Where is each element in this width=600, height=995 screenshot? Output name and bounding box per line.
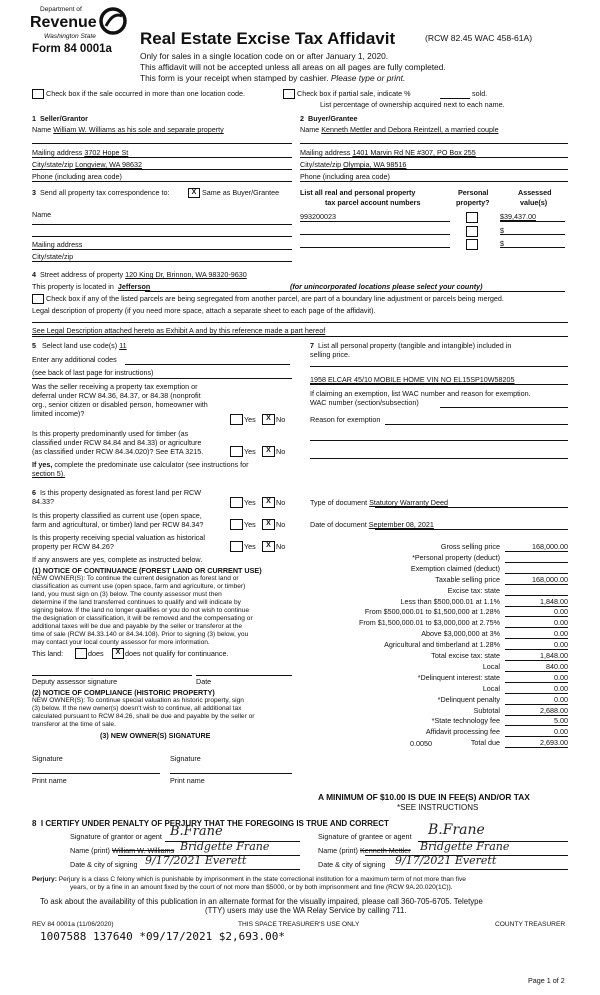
segregate-checkbox[interactable] [32,294,44,304]
buyer-phone-row[interactable]: Phone (including area code) [300,172,390,181]
header-line3: This form is your receipt when stamped by cashier. Please type or print. [140,73,406,83]
doc-type-row[interactable]: Type of document Statutory Warranty Deed [310,498,448,507]
notice2-line2: (3) below. If the new owner(s) doesn't wish to continue, all additional tax [32,705,242,712]
tax-row-label: Exemption claimed (deduct) [410,563,500,573]
section3-label: 3 Send all property tax correspondence to: [32,188,170,197]
see-back-note: (see back of last page for instructions) [32,368,154,377]
tax-row-label: *State technology fee [431,716,500,726]
dor-logo [30,6,130,66]
tax-row-label: Total due [470,738,500,748]
tax-row-label: Total excise tax: state [431,651,500,660]
tax-row-label: Affidavit processing fee [425,727,500,737]
s6-q3-no-checkbox[interactable]: X [262,541,275,552]
s6-q1-no-label: No [276,498,286,507]
grantor-sig-label: Signature of grantor or agent [70,832,162,841]
tax-row-value[interactable]: 2,688.00 [540,705,568,715]
s6-q1-line2: 84.33? [32,497,54,506]
personal-checkbox-1[interactable] [466,212,478,223]
grantor-date-label: Date & city of signing [70,860,138,869]
s6-q1-no-checkbox[interactable]: X [262,497,275,508]
section3-mailing-label: Mailing address [32,240,83,249]
multi-location-checkbox[interactable] [32,89,44,99]
land-does-label: does [88,649,104,658]
s6-q2-no-checkbox[interactable]: X [262,519,275,530]
tax-row-value[interactable]: 0.00 [554,640,568,650]
owner-signature-label-2: Signature [170,754,201,763]
answer-note: If any answers are yes, complete as instructed below. [32,555,203,564]
s6-q3-line1: Is this property receiving special valuation as historical [32,533,205,542]
q1-yes-checkbox[interactable] [230,414,243,425]
grantor-date-hand[interactable]: 9/17/2021 Everett [145,854,247,867]
s6-q3-line2: property per RCW 84.26? [32,542,114,551]
tax-row-label: Agricultural and timberland at 1.28% [384,640,500,650]
multi-location-label: Check box if the sale occurred in more than one location code. [46,89,245,98]
section3-city-label: City/state/zip [32,252,74,261]
tax-row-label: From $500,000.01 to $1,500,000 at 1.28% [364,607,500,617]
if-yes-note: If yes, complete the predominate use calculator (see instructions for [32,460,249,469]
tax-row-label: *Personal property (deduct) [412,552,500,562]
s6-q2-yes-checkbox[interactable] [230,519,243,530]
page-number: Page 1 of 2 [528,976,565,985]
owner-print-label-2: Print name [170,776,205,785]
tax-row-value[interactable]: 0.00 [554,672,568,682]
seller-heading: 1 Seller/Grantor [32,114,88,123]
tax-row-value[interactable]: 840.00 [546,661,568,671]
reason-label: Reason for exemption [310,415,381,424]
grantee-name-row: Name (print) Kenneth Mettler [318,846,411,855]
buyer-name-row[interactable]: Name Kenneth Mettler and Debora Reintzell, a married couple [300,125,499,134]
land-does-not-checkbox[interactable]: X [112,648,124,659]
s6-q2-yes-label: Yes [244,520,256,529]
tax-row-label: Excise tax: state [447,585,500,595]
segregate-label: Check box if any of the listed parcels are being segregated from another parcel, are part of a boundary line adjustment or parcels being merged. [46,294,504,303]
s6-q1-yes-checkbox[interactable] [230,497,243,508]
tax-row-label: *Delinquent interest: state [417,672,500,682]
notice1-title: (1) NOTICE OF CONTINUANCE (FOREST LAND OR CURRENT USE) [32,566,262,575]
section5-code-row[interactable]: 5 Select land use code(s) 11 [32,341,127,350]
q2-yes-checkbox[interactable] [230,446,243,457]
personal-header1: Personal [458,188,489,197]
s7-label-line2: selling price. [310,350,350,359]
assessed-value-1[interactable]: $39,437.00 [500,212,536,221]
q1-line2: deferral under RCW 84.36, 84.37, or 84.38 (nonprofit [32,391,201,400]
unincorporated-note: (for unincorporated locations please select your county) [290,282,483,291]
grantor-name-row: Name (print) William W. Williams [70,846,175,855]
notice2-line3: calculated pursuant to RCW 84.26, shall be due and payable by the seller or [32,713,255,720]
grantee-signature[interactable]: B.Frane [428,822,485,838]
dor-logo-icon [98,6,128,36]
q2-yes-label: Yes [244,447,256,456]
grantor-signature[interactable]: B.Frane [170,824,223,839]
form-title-rcw: (RCW 82.45 WAC 458-61A) [425,33,533,43]
minimum-due-note: A MINIMUM OF $10.00 IS DUE IN FEE(S) AND/OR TAX [318,792,530,802]
s6-q1-line1: 6 Is this property designated as forest land per RCW [32,488,201,497]
q2-line2: classified under RCW 84.84 and 84.33) or agriculture [32,438,202,447]
personal-property-item[interactable]: 1958 ELCAR 45/10 MOBILE HOME VIN NO EL15SP10W58205 [310,375,515,384]
header-line2: This affidavit will not be accepted unless all areas on all pages are fully completed. [140,62,446,72]
buyer-heading: 2 Buyer/Grantee [300,114,358,123]
tax-row-label: From $1,500,000.01 to $3,000,000 at 2.75% [358,618,500,628]
s6-q3-yes-label: Yes [244,542,256,551]
q1-no-checkbox[interactable]: X [262,414,275,425]
tax-row-label: *Delinquent penalty [437,694,500,704]
treasurer-only: THIS SPACE TREASURER'S USE ONLY [238,921,360,928]
county-treasurer: COUNTY TREASURER [495,921,566,928]
header-line1: Only for sales in a single location code on or after January 1, 2020. [140,51,389,61]
section4-address-row[interactable]: 4 Street address of property 120 King Dr, Brinnon, WA 98320-9630 [32,270,247,279]
tax-row-value[interactable]: 0.00 [554,629,568,639]
assessed-value-2[interactable]: $ [500,226,504,235]
seller-city-row[interactable]: City/state/zip Longview, WA 98632 [32,160,143,169]
grantee-date-label: Date & city of signing [318,860,386,869]
s6-q1-yes-label: Yes [244,498,256,507]
s7-label-line1: 7 List all personal property (tangible and intangible) included in [310,341,512,350]
same-as-buyer-checkbox[interactable]: X [188,188,200,198]
q1-line3: org., senior citizen or disabled person, homeowner with [32,400,208,409]
s6-q2-no-label: No [276,520,286,529]
perjury-line1: Perjury: Perjury is a class C felony which is punishable by imprisonment in the state correctional institution for a maximum term of not more than five [32,876,466,883]
seller-phone-row[interactable]: Phone (including area code) [32,172,122,181]
form-number: Form 84 0001a [32,43,112,55]
assessed-header1: Assessed [518,188,552,197]
perjury-line2: years, or by a fine in an amount fixed by the court of not more than $5000, or by both imprisonment and fine (RCW 9A.20.020(1C)). [70,884,453,891]
s6-q2-line1: Is this property classified as current use (open space, [32,511,202,520]
tax-row-value[interactable]: 0.00 [554,607,568,617]
partial-sale-checkbox[interactable] [283,89,295,99]
tax-row-value[interactable]: 5.00 [554,716,568,726]
s6-q3-yes-checkbox[interactable] [230,541,243,552]
assessed-header2: value(s) [520,198,548,207]
parcels-header1: List all real and personal property [300,188,416,197]
notice3-title: (3) NEW OWNER(S) SIGNATURE [100,731,211,740]
land-does-checkbox[interactable] [75,648,87,659]
q2-no-label: No [276,447,286,456]
tax-row-value[interactable]: 0.00 [554,727,568,737]
exemption-line1: If claiming an exemption, list WAC number and reason for exemption. [310,389,531,398]
q1-line4: limited income)? [32,409,85,418]
if-yes-note2: section 5). [32,469,66,478]
see-instructions-note: *SEE INSTRUCTIONS [397,803,479,812]
owner-print-label-1: Print name [32,776,67,785]
rev-number: REV 84 0001a (11/06/2020) [32,921,114,928]
grantor-name-hand[interactable]: Bridgette Frane [180,840,270,853]
dept-line2: Revenue [30,14,97,31]
dept-line1: Department of [40,6,82,13]
notice2-line4: transferor at the time of sale. [32,721,116,728]
legal-label: Legal description of property (if you need more space, attach a separate sheet to each page of the affidavit). [32,306,376,315]
tax-row-label: Local [482,661,500,671]
tax-row-label: Above $3,000,000 at 3% [421,629,500,639]
dept-line3: Washington State [44,33,96,40]
tax-row-value[interactable]: 0.00 [554,694,568,704]
tax-row-label: Less than $500,000.01 at 1.1% [400,596,500,606]
assessed-value-3[interactable]: $ [500,239,504,248]
section3-name-label: Name [32,210,52,219]
buyer-mailing-row[interactable]: Mailing address 1401 Marvin Rd NE #307, PO Box 255 [300,148,476,157]
exemption-line2: WAC number (section/subsection) [310,398,419,407]
buyer-city-row[interactable]: City/state/zip Olympia, WA 98516 [300,160,407,169]
local-rate: 0.0050 [410,739,432,748]
s6-q3-no-label: No [276,542,286,551]
q1-line1: Was the seller receiving a property tax exemption or [32,382,198,391]
parcel-number-1[interactable]: 993200023 [300,212,336,221]
tax-row-value[interactable]: 168,000.00 [532,574,568,584]
q2-line1: Is this property predominantly used for timber (as [32,429,189,438]
deputy-signature-label: Deputy assessor signature [32,677,118,686]
land-does-not-label: does not qualify for continuance. [125,649,229,658]
tax-row-value[interactable]: 0.00 [554,683,568,693]
partial-sale-label: Check box if partial sale, indicate % [297,89,411,98]
q2-line3: (as classified under RCW 84.34.020)? See ETA 3215. [32,447,204,456]
same-as-buyer-label: Same as Buyer/Grantee [202,188,280,197]
form-title: Real Estate Excise Tax Affidavit [140,29,396,48]
tax-row-value[interactable]: 1,848.00 [540,596,568,606]
q1-yes-label: Yes [244,415,256,424]
seller-name-row[interactable]: Name William W. Williams as his sole and separate property [32,125,224,134]
notice2-title: (2) NOTICE OF COMPLIANCE (HISTORIC PROPERTY) [32,688,215,697]
alt-format-line2: (TTY) users may use the WA Relay Service by calling 711. [205,906,407,915]
tax-row-label: Local [482,683,500,693]
q1-no-label: No [276,415,286,424]
treasurer-stamp: 1007588 137640 *09/17/2021 $2,693.00* [40,930,286,943]
tax-row-value[interactable]: 0.00 [554,618,568,628]
tax-row-value[interactable]: 168,000.00 [532,542,568,551]
certify-title: 8 I CERTIFY UNDER PENALTY OF PERJURY THAT THE FOREGOING IS TRUE AND CORRECT [32,819,389,828]
parcels-header2: tax parcel account numbers [325,198,421,207]
this-land-label: This land: [32,649,64,658]
sold-label: sold. [472,89,488,98]
tax-row-label: Taxable selling price [435,574,500,584]
tax-row-label: Gross selling price [440,542,500,551]
tax-row-value[interactable]: 1,848.00 [540,651,568,660]
alt-format-line1: To ask about the availability of this publication in an alternate format for the visually impaired, please call 360-705-6705. Teletype [40,897,483,906]
owner-signature-label-1: Signature [32,754,63,763]
section4-county-row[interactable]: This property is located in Jefferson [32,282,151,291]
tax-row-label: Subtotal [473,705,500,715]
doc-date-row[interactable]: Date of document September 08, 2021 [310,520,434,529]
grantee-date-hand[interactable]: 9/17/2021 Everett [395,854,497,867]
grantee-sig-label: Signature of grantee or agent [318,832,412,841]
personal-checkbox-2[interactable] [466,226,478,237]
ownership-note: List percentage of ownership acquired next to each name. [320,100,505,109]
q2-no-checkbox[interactable]: X [262,446,275,457]
additional-codes-label: Enter any additional codes [32,355,117,364]
s6-q2-line2: farm and agricultural, or timber) land per RCW 84.34? [32,520,204,529]
personal-checkbox-3[interactable] [466,239,478,250]
seller-mailing-row[interactable]: Mailing address 3702 Hope St [32,148,129,157]
tax-row-value[interactable]: 2,693.00 [540,738,568,748]
grantee-name-hand[interactable]: Bridgette Frane [420,840,510,853]
legal-description[interactable]: See Legal Description attached hereto as Exhibit A and by this reference made a part hereof [32,326,326,335]
personal-header2: property? [456,198,490,207]
deputy-date-label: Date [196,677,212,686]
notice2-line1: NEW OWNER(S): To continue special valuation as historic property, sign [32,697,244,704]
